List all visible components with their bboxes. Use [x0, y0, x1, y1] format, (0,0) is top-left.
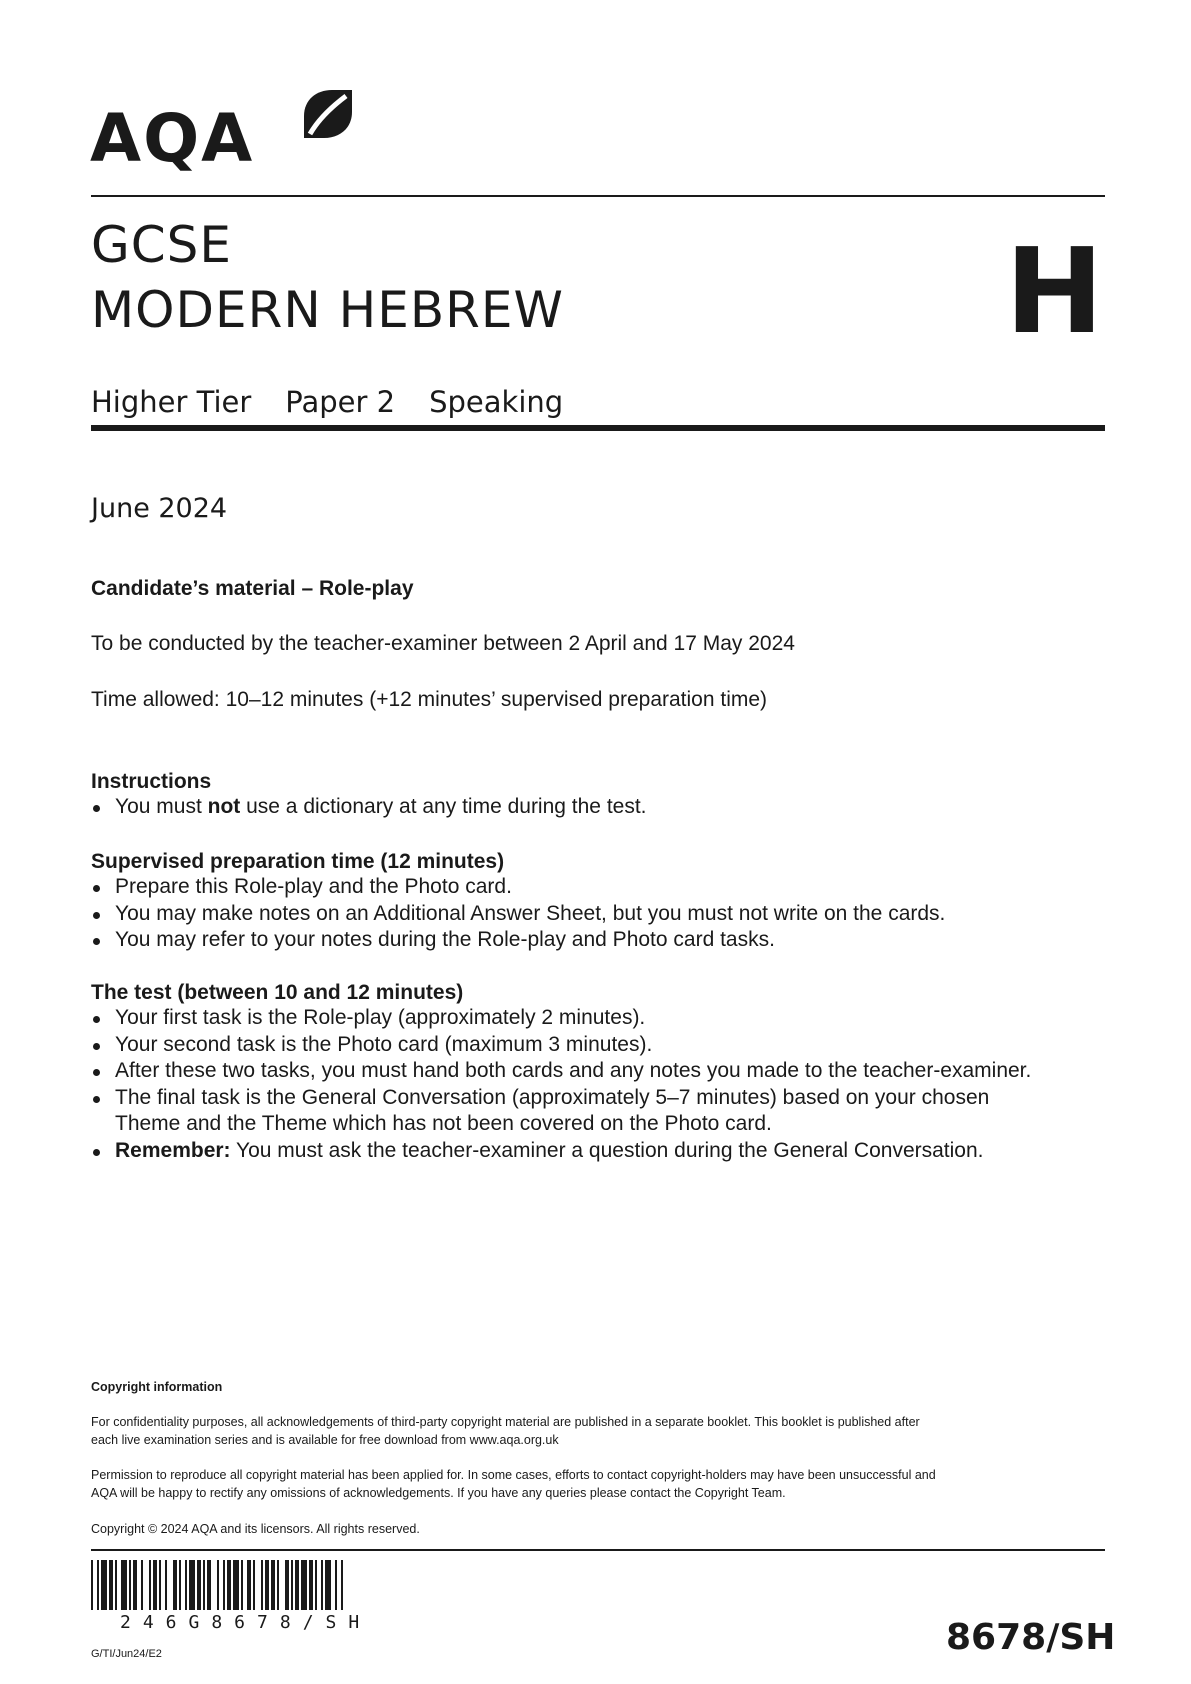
list-item: The final task is the General Conversation (approximately 5–7 minutes) based on your chosen Theme and the Theme which has not been covered on the Photo card.: [91, 1085, 1031, 1138]
tier-label: Higher Tier: [91, 385, 252, 419]
instructions-heading: Instructions: [91, 770, 212, 793]
tier-letter: H: [1005, 222, 1104, 360]
leaf-icon: [300, 86, 356, 142]
time-allowed-text: Time allowed: 10–12 minutes (+12 minutes’ supervised preparation time): [91, 688, 768, 711]
logo-text: AQA: [90, 100, 255, 177]
list-item: Prepare this Role-play and the Photo card.: [91, 874, 945, 901]
footer-rule: [91, 1549, 1105, 1551]
barcode: [91, 1560, 443, 1610]
paper-label: Paper 2: [285, 385, 396, 419]
qualification-title: GCSE: [91, 216, 232, 274]
instructions-list: [91, 794, 647, 821]
list-item: Remember: You must ask the teacher-examiner a question during the General Conversation.: [91, 1138, 1031, 1165]
test-list: [91, 1005, 1031, 1164]
list-item: You may refer to your notes during the Role-play and Photo card tasks.: [91, 927, 945, 954]
exam-date: June 2024: [91, 493, 228, 524]
preparation-list: [91, 874, 945, 954]
paper-subtitle: [91, 385, 563, 419]
material-heading: Candidate’s material – Role-play: [91, 577, 414, 600]
barcode-digits: 246G8678/SH: [120, 1612, 372, 1633]
preparation-heading: Supervised preparation time (12 minutes): [91, 850, 505, 873]
job-code: G/TI/Jun24/E2: [91, 1648, 162, 1660]
test-heading: The test (between 10 and 12 minutes): [91, 981, 464, 1004]
list-item: Your first task is the Role-play (approximately 2 minutes).: [91, 1005, 1031, 1032]
aqa-logo: [90, 86, 360, 178]
copyright-notice: Copyright © 2024 AQA and its licensors. All rights reserved.: [91, 1522, 420, 1536]
header-rule-top: [91, 195, 1105, 197]
header-rule-bottom: [91, 425, 1105, 431]
copyright-para-1: For confidentiality purposes, all acknowledgements of third-party copyright material are published in a separate booklet. This booklet is published after each live examination series and is available for free download from www.aqa.org.uk: [91, 1415, 920, 1447]
list-item: After these two tasks, you must hand both cards and any notes you made to the teacher-examiner.: [91, 1058, 1031, 1085]
subject-title: MODERN HEBREW: [91, 281, 564, 339]
list-item: You must not use a dictionary at any time during the test.: [91, 794, 647, 821]
list-item: You may make notes on an Additional Answer Sheet, but you must not write on the cards.: [91, 901, 945, 928]
paper-code: 8678/SH: [946, 1617, 1116, 1658]
component-label: Speaking: [429, 385, 564, 419]
copyright-para-2: Permission to reproduce all copyright material has been applied for. In some cases, efforts to contact copyright-holders may have been unsuccessful and AQA will be happy to rectify any omissions of acknowledgements. If you have any queries please contact the Copyright Team.: [91, 1468, 936, 1500]
copyright-heading: Copyright information: [91, 1380, 223, 1394]
list-item: Your second task is the Photo card (maximum 3 minutes).: [91, 1032, 1031, 1059]
conducted-text: To be conducted by the teacher-examiner between 2 April and 17 May 2024: [91, 632, 795, 655]
